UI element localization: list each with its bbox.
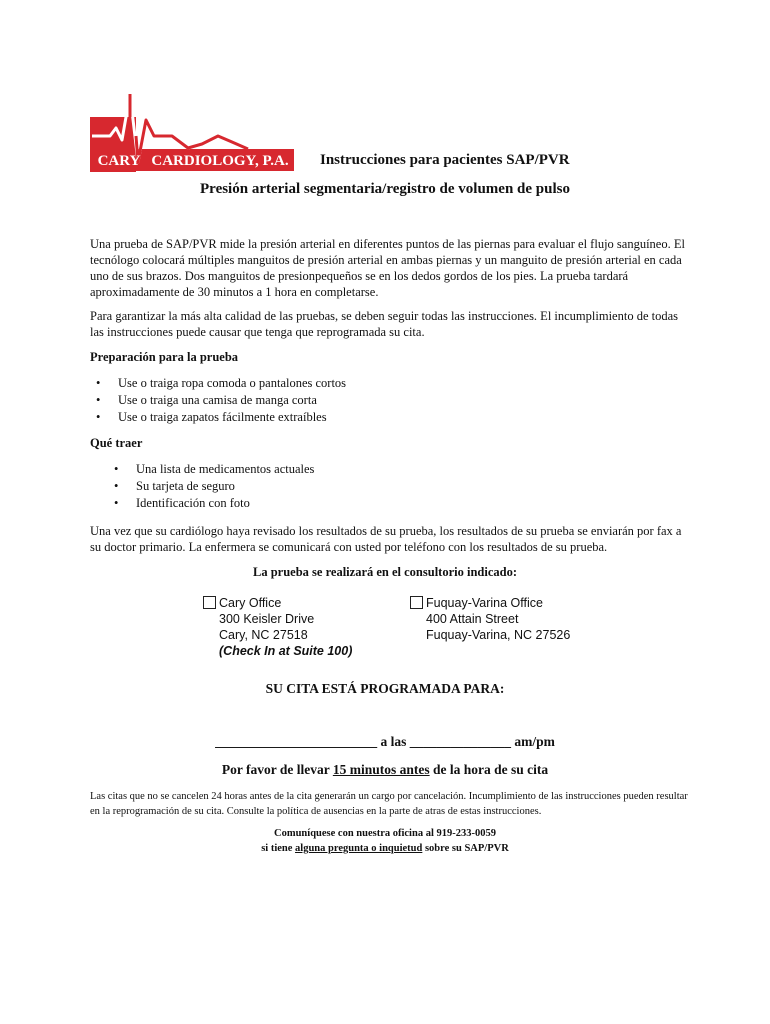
appointment-heading: SU CITA ESTÁ PROGRAMADA PARA:	[265, 681, 505, 696]
fuquay-office-street: 400 Attain Street	[426, 612, 519, 626]
results-paragraph: Una vez que su cardiólogo haya revisado los resultados de su prueba, los resultados de su prueba se enviarán por fax a su doctor primario. La enfermera se comunicará con usted por teléfono con los resultados de su prueba.	[90, 524, 682, 554]
contact-prefix: si tiene	[261, 843, 296, 854]
logo-word-cary: CARY	[97, 153, 141, 169]
arrival-prefix: Por favor de llevar	[221, 762, 333, 777]
arrival-suffix: de la hora de su cita	[429, 762, 549, 777]
what-to-bring-list	[114, 461, 314, 512]
list-item: • Una lista de medicamentos actuales	[114, 461, 314, 478]
contact-suffix: sobre su SAP/PVR	[422, 843, 509, 854]
list-item: • Su tarjeta de seguro	[114, 478, 314, 495]
contact-phone-line: Comuníquese con nuestra oficina al 919-233-0059	[274, 828, 496, 839]
list-item: • Use o traiga ropa comoda o pantalones cortos	[96, 375, 346, 392]
cary-office-name: Cary Office	[219, 596, 282, 610]
arrival-instruction	[0, 762, 770, 778]
cary-office-city: Cary, NC 27518	[219, 628, 308, 642]
contact-emphasis: alguna pregunta o inquietud	[295, 843, 423, 854]
cary-office-checkin-note: (Check In at Suite 100)	[219, 644, 353, 658]
cary-office-street: 300 Keisler Drive	[219, 612, 315, 626]
fuquay-office-name: Fuquay-Varina Office	[426, 596, 543, 610]
list-item: • Use o traiga una camisa de manga corta	[96, 392, 346, 409]
preparation-heading: Preparación para la prueba	[90, 350, 239, 364]
document-title: Instrucciones para pacientes SAP/PVR	[320, 152, 570, 168]
fuquay-office-checkbox[interactable]	[410, 596, 423, 609]
preparation-list	[96, 375, 346, 426]
cancellation-policy: Las citas que no se cancelen 24 horas antes de la cita generarán un cargo por cancelación. Incumplimiento de las instrucciones pueden resultar en la reprogramación de su cita. Consulte la política de ausencias en la parte de atras de estas instrucciones.	[90, 791, 688, 817]
arrival-emphasis: 15 minutos antes	[332, 762, 430, 777]
contact-questions-line	[0, 841, 770, 856]
list-item: • Identificación con foto	[114, 495, 314, 512]
location-heading: La prueba se realizará en el consultorio indicado:	[253, 565, 517, 579]
logo-word-cardiology: CARDIOLOGY, P.A.	[151, 153, 289, 169]
appointment-date-time-blank[interactable]: ________________________ a las _______________ am/pm	[215, 734, 555, 749]
cary-cardiology-logo	[90, 92, 295, 172]
document-subtitle: Presión arterial segmentaria/registro de volumen de pulso	[200, 181, 570, 197]
what-to-bring-heading: Qué traer	[90, 436, 143, 450]
cary-office-checkbox[interactable]	[203, 596, 216, 609]
list-item: • Use o traiga zapatos fácilmente extraíbles	[96, 409, 346, 426]
fuquay-office-city: Fuquay-Varina, NC 27526	[426, 628, 571, 642]
intro-paragraph: Una prueba de SAP/PVR mide la presión arterial en diferentes puntos de las piernas para evaluar el flujo sanguíneo. El tecnólogo colocará múltiples manguitos de presión arterial en ambas piernas y un manguito de presión arterial en cada uno de sus brazos. Dos manguitos de presionpequeños se en los dedos gordos de los pies. La prueba tardará aproximadamente de 30 minutos a 1 hora en completarse.	[90, 237, 685, 299]
compliance-paragraph: Para garantizar la más alta calidad de las pruebas, se deben seguir todas las instrucciones. El incumplimiento de todas las instrucciones puede causar que tenga que reprogramada su cita.	[90, 309, 679, 339]
